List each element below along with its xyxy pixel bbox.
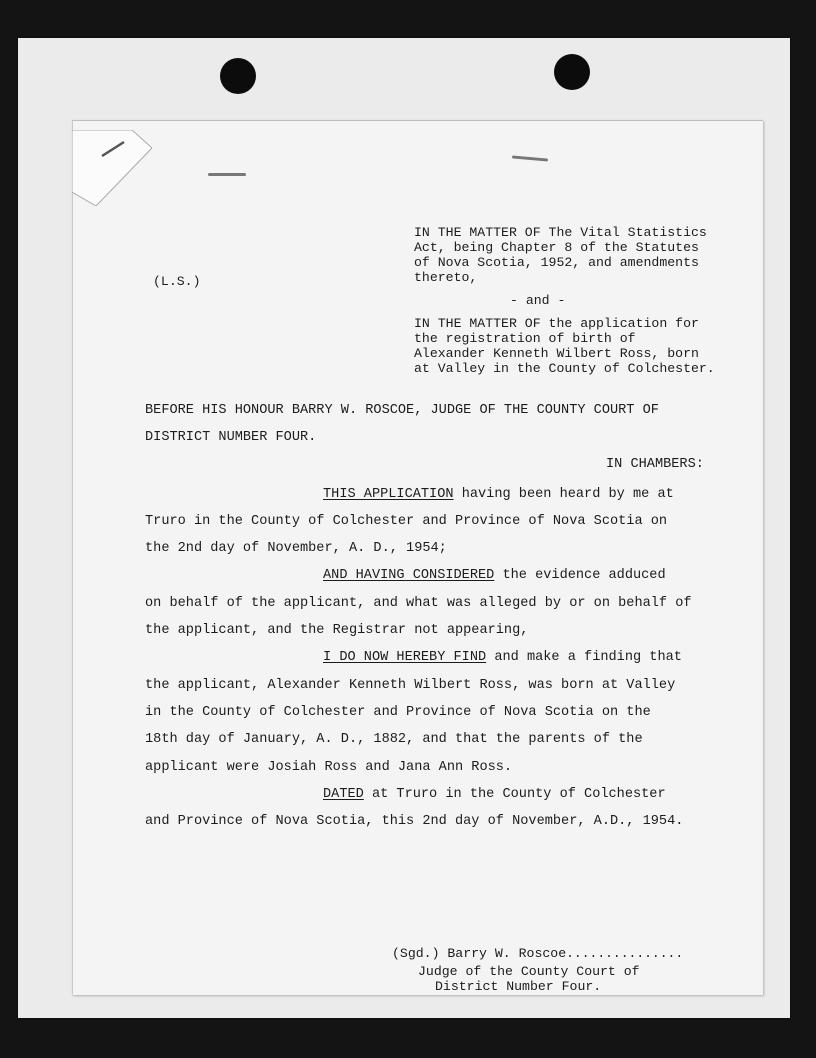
punch-hole-right — [554, 54, 590, 90]
matter-1-line: Act, being Chapter 8 of the Statutes — [414, 240, 699, 255]
matter-1-line: of Nova Scotia, 1952, and amendments — [414, 255, 699, 270]
clip-mark-left — [208, 173, 246, 176]
and-separator: - and - — [510, 293, 566, 308]
body-line: applicant were Josiah Ross and Jana Ann Ross. — [145, 760, 513, 775]
lead-rest: at Truro in the County of Colchester — [363, 787, 666, 802]
lead-rest: the evidence adduced — [494, 568, 666, 583]
in-chambers: IN CHAMBERS: — [606, 457, 704, 472]
body-line: Truro in the County of Colchester and Province of Nova Scotia on — [145, 514, 668, 529]
matter-1-line: IN THE MATTER OF The Vital Statistics — [414, 225, 707, 240]
before-line: BEFORE HIS HONOUR BARRY W. ROSCOE, JUDGE OF THE COUNTY COURT OF — [145, 403, 659, 418]
body-line: the 2nd day of November, A. D., 1954; — [145, 541, 447, 556]
lead-rest: having been heard by me at — [453, 487, 674, 502]
signature-line: ............... — [566, 946, 684, 961]
lead-phrase: THIS APPLICATION — [323, 487, 454, 502]
matter-1-line: thereto, — [414, 270, 478, 285]
lead-phrase: DATED — [323, 787, 364, 802]
before-line: DISTRICT NUMBER FOUR. — [145, 430, 317, 445]
judge-title: Judge of the County Court of — [418, 964, 640, 979]
body-line: in the County of Colchester and Province of Nova Scotia on the — [145, 705, 651, 720]
seal-mark: (L.S.) — [153, 274, 201, 289]
punch-hole-left — [220, 58, 256, 94]
matter-2-line: Alexander Kenneth Wilbert Ross, born — [414, 346, 699, 361]
body-line: and Province of Nova Scotia, this 2nd day of November, A.D., 1954. — [145, 814, 684, 829]
body-line: the applicant, and the Registrar not appearing, — [145, 623, 529, 638]
signed-name: (Sgd.) Barry W. Roscoe — [392, 946, 567, 961]
folded-corner — [72, 130, 152, 206]
body-line: on behalf of the applicant, and what was alleged by or on behalf of — [145, 596, 692, 611]
body-line: the applicant, Alexander Kenneth Wilbert Ross, was born at Valley — [145, 678, 676, 693]
matter-2-line: at Valley in the County of Colchester. — [414, 361, 715, 376]
lead-phrase: AND HAVING CONSIDERED — [323, 568, 495, 583]
lead-rest: and make a finding that — [486, 650, 682, 665]
body-line: 18th day of January, A. D., 1882, and that the parents of the — [145, 732, 643, 747]
matter-2-line: the registration of birth of — [414, 331, 636, 346]
judge-title: District Number Four. — [435, 979, 602, 994]
matter-2-line: IN THE MATTER OF the application for — [414, 316, 699, 331]
lead-phrase: I DO NOW HEREBY FIND — [323, 650, 487, 665]
